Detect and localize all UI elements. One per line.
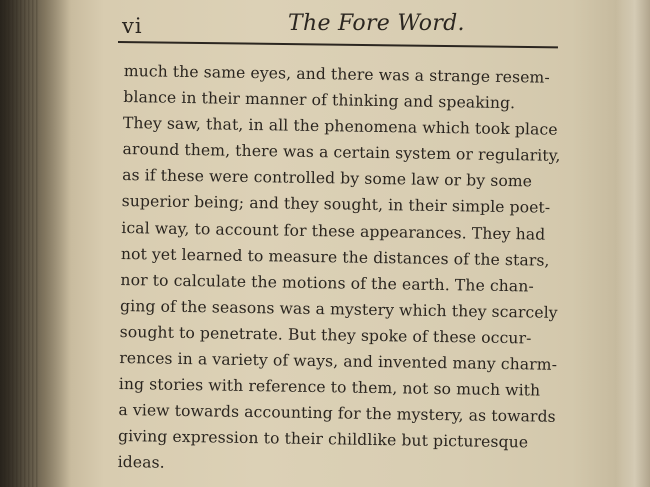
text-line: blance in their manner of thinking and speaking. [123,88,516,113]
book-page [96,0,596,487]
running-title: The Fore Word. [288,11,465,36]
page-number: vi [122,14,143,38]
gutter-shadow [0,0,70,487]
body-text [117,58,568,482]
text-line: ging of the seasons was a mystery which they scarcely [119,296,558,322]
text-line: ideas. [117,453,165,473]
text-line: rences in a variety of ways, and invented many charm- [119,348,558,374]
text-line: ing stories with reference to them, not so much with [118,375,541,400]
text-line: sought to penetrate. But they spoke of these occur- [119,322,532,348]
text-line: giving expression to their childlike but picturesque [117,427,529,452]
text-line: nor to calculate the motions of the earth. The chan- [120,270,534,296]
text-line: around them, there was a certain system or regularity, [122,140,561,166]
text-line: as if these were controlled by some law or by some [122,166,533,191]
page-header [116,8,576,42]
text-line: ical way, to account for these appearances. They had [121,218,546,244]
text-line: They saw, that, in all the phenomena which took place [122,114,558,140]
text-line: superior being; and they sought, in their simple poet- [121,192,551,218]
page-right-margin [616,0,650,487]
text-line: much the same eyes, and there was a strange resem- [123,61,550,87]
header-rule [118,41,558,48]
text-line: not yet learned to measure the distances of the stars, [120,244,550,270]
text-line: a view towards accounting for the mystery, as towards [118,401,556,427]
